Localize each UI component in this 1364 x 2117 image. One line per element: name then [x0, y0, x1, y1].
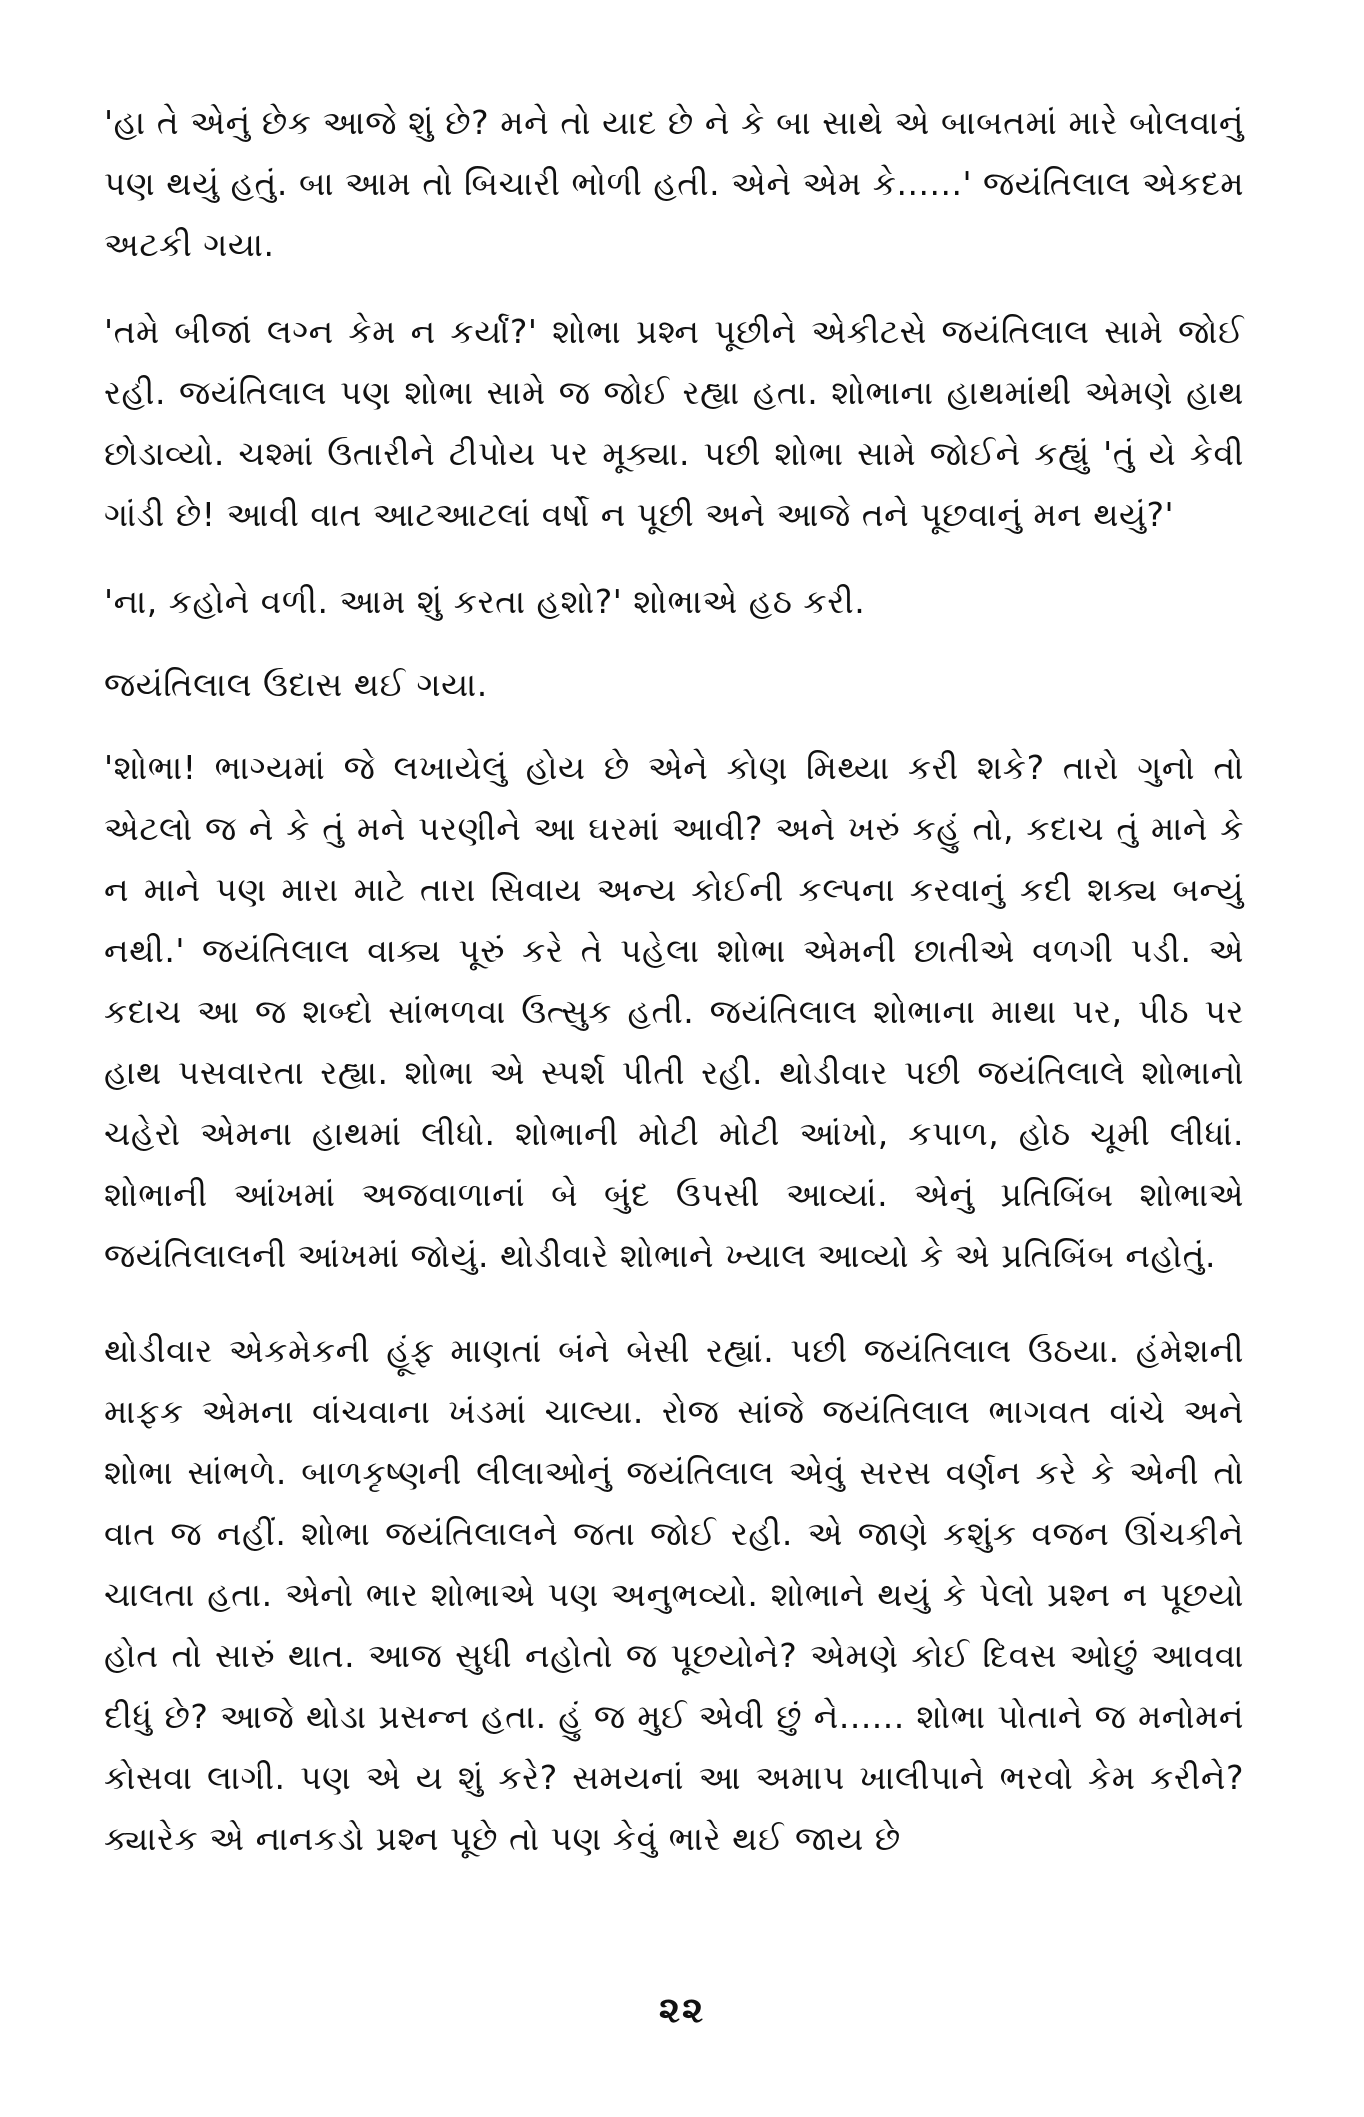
paragraph-4: જયંતિલાલ ઉદાસ થઈ ગયા. [104, 665, 488, 704]
page-number: ૨૨ [658, 1990, 706, 2031]
paragraph-5: 'શોભા! ભાગ્યમાં જે લખાયેલું હોય છે એને કોણ મિથ્યા કરી શકે? તારો ગુનો તો એટલો જ ને કે તું મને પરણીને આ ઘરમાં આવી? અને ખરું કહું તો, કદાચ તું માને કે ન માને પણ મારા માટે તારા સિવાય અન્ય કોઈની કલ્પના કરવાનું કદી શક્ય બન્યું નથી.' જયંતિલાલ વાક્ય પૂરું કરે તે પહેલા શોભા એમની છાતીએ વળગી પડી. એ કદાચ આ જ શબ્દો સાંભળવા ઉત્સુક હતી. જયંતિલાલ શોભાના માથા પર, પીઠ પર હાથ પસવારતા રહ્યા. શોભા એ સ્પર્શ પીતી રહી. થોડીવાર પછી જયંતિલાલે શોભાનો ચહેરો એમના હાથમાં લીધો. શોભાની મોટી મોટી આંખો, કપાળ, હોઠ ચૂમી લીધાં. શોભાની આંખમાં અજવાળાનાં બે બુંદ ઉપસી આવ્યાં. એનું પ્રતિબિંબ શોભાએ જયંતિલાલની આંખમાં જોયું. થોડીવારે શોભાને ખ્યાલ આવ્યો કે એ પ્રતિબિંબ નહોતું. [104, 748, 1244, 1275]
paragraph-2: 'તમે બીજાં લગ્ન કેમ ન કર્યાં?' શોભા પ્રશ્ન પૂછીને એકીટસે જયંતિલાલ સામે જોઈ રહી. જયંતિલાલ પણ શોભા સામે જ જોઈ રહ્યા હતા. શોભાના હાથમાંથી એમણે હાથ છોડાવ્યો. ચશ્માં ઉતારીને ટીપોય પર મૂક્યા. પછી શોભા સામે જોઈને કહ્યું 'તું યે કેવી ગાંડી છે! આવી વાત આટઆટલાં વર્ષો ન પૂછી અને આજે તને પૂછવાનું મન થયું?' [104, 312, 1244, 534]
paragraph-6: થોડીવાર એકમેકની હૂંફ માણતાં બંને બેસી રહ્યાં. પછી જયંતિલાલ ઉઠયા. હંમેશની માફક એમના વાંચવાના ખંડમાં ચાલ્યા. રોજ સાંજે જયંતિલાલ ભાગવત વાંચે અને શોભા સાંભળે. બાળકૃષ્ણની લીલાઓનું જયંતિલાલ એવું સરસ વર્ણન કરે કે એની તો વાત જ નહીં. શોભા જયંતિલાલને જતા જોઈ રહી. એ જાણે કશુંક વજન ઊંચકીને ચાલતા હતા. એનો ભાર શોભાએ પણ અનુભવ્યો. શોભાને થયું કે પેલો પ્રશ્ન ન પૂછયો હોત તો સારું થાત. આજ સુધી નહોતો જ પૂછયોને? એમણે કોઈ દિવસ ઓછું આવવા દીધું છે? આજે થોડા પ્રસન્ન હતા. હું જ મુઈ એવી છું ને...... શોભા પોતાને જ મનોમનં કોસવા લાગી. પણ એ ય શું કરે? સમયનાં આ અમાપ ખાલીપાને ભરવો કેમ કરીને? ક્યારેક એ નાનકડો પ્રશ્ન પૂછે તો પણ કેવું ભારે થઈ જાય છે [104, 1331, 1244, 1858]
paragraph-1: 'હા તે એનું છેક આજે શું છે? મને તો યાદ છે ને કે બા સાથે એ બાબતમાં મારે બોલવાનું પણ થયું હતું. બા આમ તો બિચારી ભોળી હતી. એને એમ કે......' જયંતિલાલ એકદમ અટકી ગયા. [104, 103, 1244, 264]
page-body [104, 92, 1244, 1869]
paragraph-3: 'ના, કહોને વળી. આમ શું કરતા હશો?' શોભાએ હઠ કરી. [104, 582, 866, 621]
